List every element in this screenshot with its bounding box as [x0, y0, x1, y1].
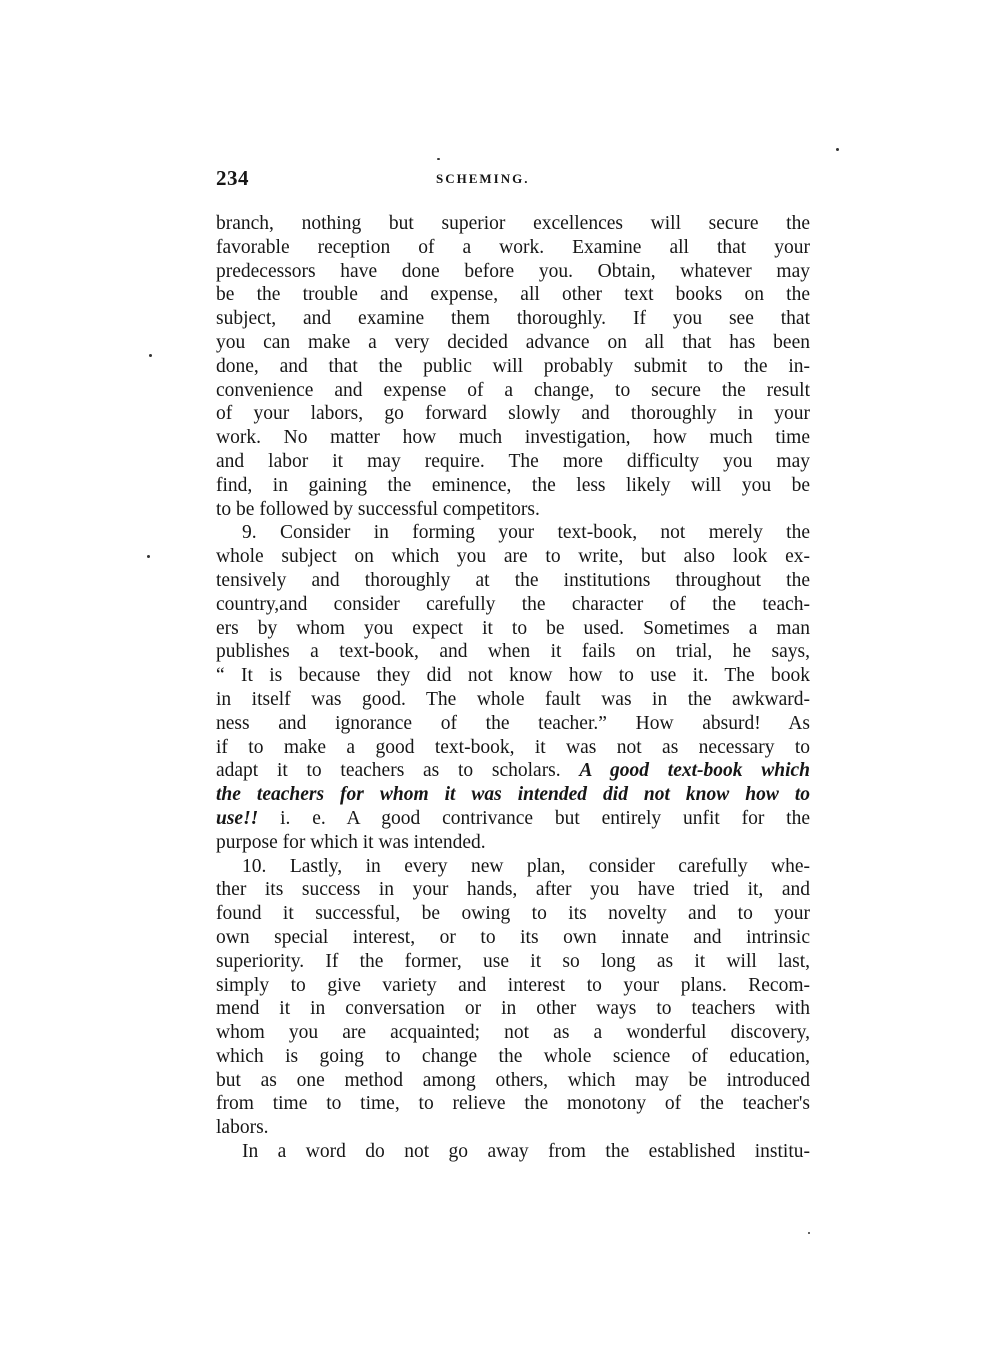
text-line: found it successful, be owing to its novelty and to your: [216, 903, 810, 925]
text-line: from time to time, to relieve the monotony of the teacher's: [216, 1093, 810, 1115]
text-line: mend it in conversation or in other ways to teachers with: [216, 998, 810, 1020]
text-line: own special interest, or to its own innate and intrinsic: [216, 926, 810, 948]
text-line: ers by whom you expect it to be used. Sometimes a man: [216, 617, 810, 639]
text-line: and labor it may require. The more difficulty you may: [216, 450, 810, 472]
text-line: done, and that the public will probably submit to the in-: [216, 355, 810, 377]
text-line: convenience and expense of a change, to secure the result: [216, 379, 810, 401]
text-line: subject, and examine them thoroughly. If you see that: [216, 308, 810, 330]
page-number: 234: [216, 166, 249, 190]
text-line: find, in gaining the eminence, the less likely will you be: [216, 474, 810, 496]
text-line: In a word do not go away from the established institu-: [242, 1141, 810, 1163]
text-line: 9. Consider in forming your text-book, not merely the: [242, 522, 810, 544]
text-line: whole subject on which you are to write, but also look ex-: [216, 546, 810, 568]
text-line: purpose for which it was intended.: [216, 831, 486, 853]
text-line: [216, 759, 810, 783]
text-segment: i. e. A good contrivance but entirely unfit for the: [280, 807, 810, 829]
italic-segment: use!!: [216, 807, 259, 829]
text-line: which is going to change the whole science of education,: [216, 1045, 810, 1067]
text-line: [216, 807, 810, 831]
speck-mark: [147, 555, 150, 558]
running-head: SCHEMING.: [436, 171, 530, 186]
text-line: favorable reception of a work. Examine all that your: [216, 236, 810, 258]
text-line: to be followed by successful competitors.: [216, 498, 540, 520]
text-line: of your labors, go forward slowly and thoroughly in your: [216, 403, 810, 425]
text-line: labors.: [216, 1117, 269, 1139]
text-segment: adapt it to teachers as to scholars.: [216, 760, 561, 782]
italic-segment: A good text-book which: [579, 760, 810, 782]
text-line: ness and ignorance of the teacher.” How absurd! As: [216, 712, 810, 734]
text-line: 10. Lastly, in every new plan, consider carefully whe-: [242, 855, 810, 877]
page-header: [216, 166, 810, 194]
text-line: simply to give variety and interest to your plans. Recom-: [216, 974, 810, 996]
text-line: country,and consider carefully the character of the teach-: [216, 593, 810, 615]
text-line: you can make a very decided advance on all that has been: [216, 331, 810, 353]
text-line: “ It is because they did not know how to use it. The book: [216, 665, 810, 687]
text-line: but as one method among others, which may be introduced: [216, 1069, 810, 1091]
text-line: in itself was good. The whole fault was in the awkward-: [216, 688, 810, 710]
body-text: [216, 212, 810, 1164]
speck-mark: [149, 354, 152, 357]
text-line: ther its success in your hands, after you have tried it, and: [216, 879, 810, 901]
text-line: work. No matter how much investigation, how much time: [216, 427, 810, 449]
text-line: the teachers for whom it was intended did not know how to: [216, 784, 810, 806]
text-line: tensively and thoroughly at the institutions throughout the: [216, 569, 810, 591]
text-line: predecessors have done before you. Obtain, whatever may: [216, 260, 810, 282]
text-line: be the trouble and expense, all other text books on the: [216, 284, 810, 306]
speck-mark: [836, 148, 839, 151]
text-line: if to make a good text-book, it was not as necessary to: [216, 736, 810, 758]
text-line: publishes a text-book, and when it fails on trial, he says,: [216, 641, 810, 663]
speck-mark: [437, 158, 440, 160]
speck-mark: [808, 1232, 810, 1234]
text-line: whom you are acquainted; not as a wonderful discovery,: [216, 1022, 810, 1044]
text-line: branch, nothing but superior excellences will secure the: [216, 213, 810, 234]
text-line: superiority. If the former, use it so long as it will last,: [216, 950, 810, 972]
